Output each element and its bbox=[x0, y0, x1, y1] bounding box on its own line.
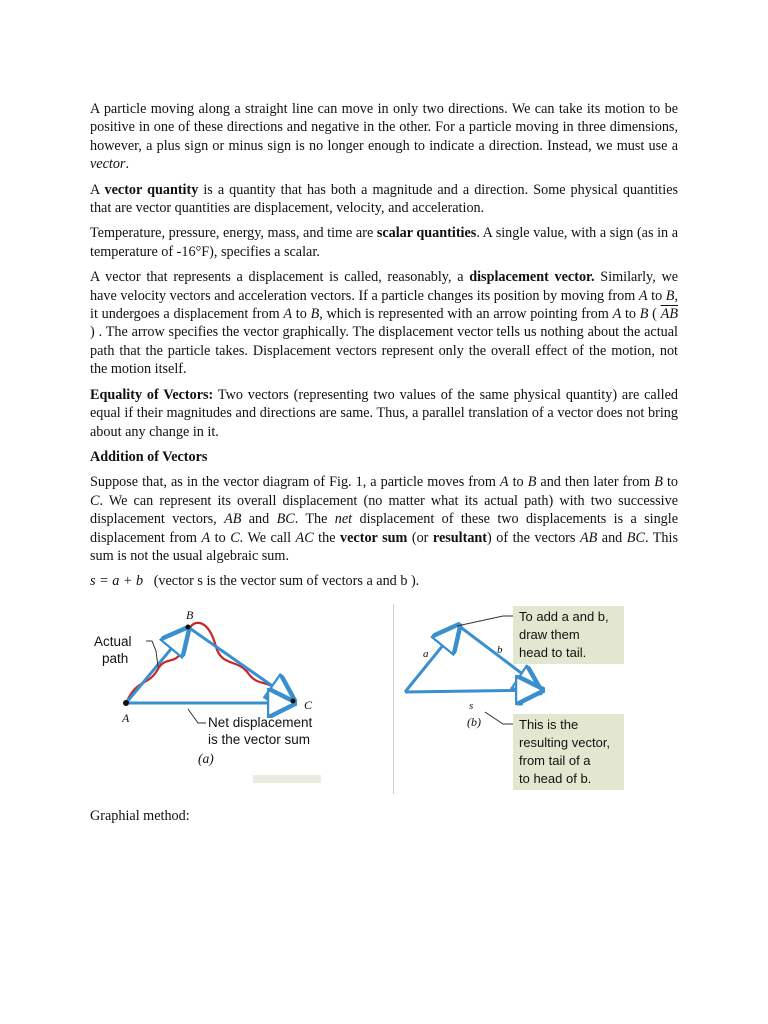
figure-b-caption: (b) bbox=[467, 715, 481, 729]
callout-resulting-vector bbox=[513, 714, 624, 790]
figure-b bbox=[393, 604, 623, 794]
callout-result-line-4: to head of b. bbox=[519, 771, 592, 786]
document-body bbox=[90, 100, 678, 598]
vector-bc bbox=[188, 627, 291, 699]
figure-a bbox=[88, 607, 328, 787]
vector-ab bbox=[126, 631, 186, 703]
callout-result-line-3: from tail of a bbox=[519, 753, 591, 768]
callout-add-line-1: To add a and b, bbox=[519, 609, 609, 624]
callout-add-line-3: head to tail. bbox=[519, 645, 587, 660]
label-a: A bbox=[122, 711, 130, 725]
displacement-vector-paragraph: A vector that represents a displacement is called, reasonably, a displacement vector. Similarly, we have velocity vectors and acceleration vectors. If a particle changes its position by moving from A to B, it undergoes a displacement from A to B, which is represented with an arrow pointing from A to B ( $\overline{AB}$ ) . The arrow specifies the vector graphically. The displacement vector tells us nothing about the actual path that the particle takes. Displacement vectors represent only the overall effect of the motion, not the motion itself. bbox=[90, 269, 678, 378]
intro-paragraph: A particle moving along a straight line can move in only two directions. We can take its motion to be positive in one of these directions and negative in the other. For a particle moving in three dimensions, however, a plus sign or minus sign is no longer enough to indicate a direction. Instead, we must use a vector. bbox=[90, 101, 678, 173]
figure-a-shade-bar bbox=[253, 775, 321, 783]
label-s-vector: s bbox=[469, 700, 474, 712]
graphical-method-label: Graphial method: bbox=[90, 808, 190, 824]
figure-a-caption: (a) bbox=[198, 751, 214, 766]
point-b bbox=[186, 625, 191, 630]
net-displacement-leader bbox=[188, 709, 206, 723]
actual-path-leader bbox=[146, 641, 158, 667]
net-displacement-label-2: is the vector sum bbox=[208, 732, 311, 747]
addition-paragraph: Suppose that, as in the vector diagram of Fig. 1, a particle moves from A to B and then later from B to C. We can represent its overall displacement (no matter what its actual path) with two successive displacement vectors, AB and BC. The net displacement of these two displacements is a single displacement from A to C. We call AC the vector sum (or resultant) of the vectors AB and BC. This sum is not the usual algebraic sum. bbox=[90, 474, 678, 564]
net-displacement-label-1: Net displacement bbox=[208, 715, 313, 730]
actual-path-curve bbox=[126, 623, 292, 703]
callout-add-line-2: draw them bbox=[519, 627, 580, 642]
actual-path-label-1: Actual bbox=[94, 634, 132, 649]
vector-quantity-paragraph: A vector quantity is a quantity that has both a magnitude and a direction. Some physical quantities that are vector quantities are displacement, velocity, and acceleration. bbox=[90, 181, 679, 217]
vector-sum-formula: s = a + b (vector s is the vector sum of vectors a and b ). bbox=[90, 573, 420, 590]
label-b-vector: b bbox=[497, 644, 503, 656]
scalar-paragraph: Temperature, pressure, energy, mass, and time are scalar quantities. A single value, with a sign (as in a temperature of -16°F), specifies a scalar. bbox=[90, 225, 678, 260]
callout-result-line-2: resulting vector, bbox=[519, 735, 611, 750]
callout-top-leader bbox=[457, 616, 517, 626]
callout-result-line-1: This is the bbox=[519, 717, 579, 732]
actual-path-label-2: path bbox=[102, 651, 129, 666]
point-a bbox=[123, 700, 129, 706]
label-b: B bbox=[186, 608, 194, 622]
equality-paragraph: Equality of Vectors: Two vectors (representing two values of the same physical quantity) are called equal if their magnitudes and directions are same. Thus, a parallel translation of a vector does not bring about any change in it. bbox=[90, 386, 679, 440]
label-a-vector: a bbox=[423, 648, 429, 660]
label-c: C bbox=[304, 698, 313, 712]
point-c bbox=[291, 699, 296, 704]
section-heading: Addition of Vectors bbox=[90, 448, 208, 465]
callout-add-vectors bbox=[513, 606, 624, 664]
